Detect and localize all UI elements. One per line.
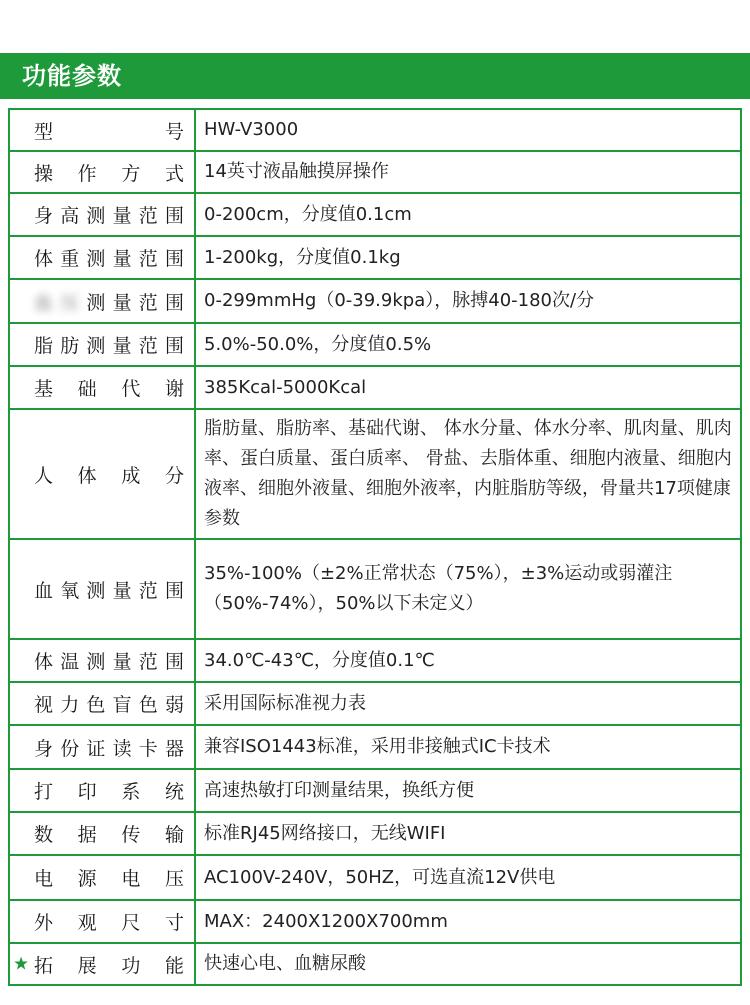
spec-label-char: 寸	[164, 912, 184, 934]
spec-label-char: 能	[164, 954, 184, 977]
spec-label-char: 盲	[112, 694, 132, 716]
spec-label-char: 身	[34, 737, 54, 760]
spec-label-char: 分	[164, 464, 184, 487]
spec-label-char: 观	[77, 912, 97, 934]
spec-label-char: 外	[34, 912, 54, 934]
spec-label-char: 色	[86, 694, 106, 716]
spec-label-char: 高	[60, 205, 80, 227]
spec-label-char: 量	[112, 335, 132, 357]
spec-label	[34, 374, 184, 401]
spec-label	[34, 647, 184, 674]
spec-label-char: 血	[34, 579, 54, 602]
spec-label-cell	[9, 109, 195, 151]
spec-value: 14英寸液晶触摸屏操作	[195, 151, 741, 193]
section-title: 功能参数	[22, 62, 122, 90]
spec-label-char: 围	[164, 205, 184, 227]
spec-label-char: 压	[60, 291, 80, 314]
spec-label-cell	[9, 943, 195, 985]
spec-label	[34, 159, 184, 186]
spec-label-char: 基	[34, 378, 54, 400]
spec-row	[9, 151, 741, 193]
spec-label-char: 型	[34, 120, 54, 143]
spec-label-char: 范	[138, 579, 158, 602]
spec-row	[9, 682, 741, 725]
spec-label	[34, 288, 184, 315]
spec-label	[34, 201, 184, 228]
spec-value: AC100V-240V，50HZ，可选直流12V供电	[195, 855, 741, 900]
spec-value: 34.0℃-43℃，分度值0.1℃	[195, 639, 741, 682]
spec-label-char: 操	[34, 162, 54, 185]
spec-label-char: 围	[164, 248, 184, 270]
spec-label-char: 范	[138, 651, 158, 673]
spec-label-char: 号	[164, 120, 184, 143]
spec-label-cell	[9, 409, 195, 539]
spec-value: 标准RJ45网络接口，无线WIFI	[195, 812, 741, 855]
spec-row	[9, 943, 741, 985]
spec-label-char: 电	[121, 868, 141, 890]
spec-label-cell	[9, 769, 195, 812]
spec-label-char: 代	[121, 378, 141, 400]
spec-label	[34, 908, 184, 935]
spec-label-char: 测	[86, 291, 106, 314]
spec-row	[9, 539, 741, 639]
spec-label-char: 身	[34, 205, 54, 227]
spec-row	[9, 366, 741, 409]
spec-row	[9, 900, 741, 943]
spec-label-char: 量	[112, 248, 132, 270]
spec-label-char: 方	[121, 162, 141, 185]
spec-value: 0-299mmHg（0-39.9kpa），脉搏40-180次/分	[195, 279, 741, 323]
spec-label-char: 数	[34, 824, 54, 846]
spec-label-char: 印	[77, 781, 97, 803]
spec-label-char: 围	[164, 579, 184, 602]
spec-label-char: 传	[121, 824, 141, 846]
spec-label-cell	[9, 539, 195, 639]
spec-row	[9, 236, 741, 279]
spec-table	[8, 108, 742, 986]
spec-label-char: 围	[164, 291, 184, 314]
spec-label-cell	[9, 323, 195, 366]
spec-row	[9, 855, 741, 900]
spec-label	[34, 820, 184, 847]
spec-label-char: 色	[138, 694, 158, 716]
spec-row	[9, 409, 741, 539]
spec-label-cell	[9, 900, 195, 943]
spec-label-char: 体	[77, 464, 97, 487]
spec-label	[34, 690, 184, 717]
spec-value: 快速心电、血糖尿酸	[195, 943, 741, 985]
spec-label-char: 据	[77, 824, 97, 846]
spec-label	[34, 244, 184, 271]
spec-row	[9, 109, 741, 151]
spec-label-char: 读	[112, 737, 132, 760]
spec-label-char: 围	[164, 335, 184, 357]
spec-label	[34, 331, 184, 358]
spec-label-char: 证	[86, 737, 106, 760]
spec-label-char: 测	[86, 335, 106, 357]
spec-label-cell	[9, 639, 195, 682]
spec-label	[34, 117, 184, 144]
spec-label	[34, 777, 184, 804]
spec-value: 采用国际标准视力表	[195, 682, 741, 725]
spec-label-cell	[9, 682, 195, 725]
spec-label-char: 作	[77, 162, 97, 185]
spec-value: 脂肪量、脂肪率、基础代谢、 体水分量、体水分率、肌肉量、肌肉率、蛋白质量、蛋白质率、 骨盐、去脂体重、细胞内液量、细胞内液率、细胞外液量、细胞外液率，内脏脂肪等级，骨量共17项健康参数	[195, 409, 741, 539]
spec-label-char: 脂	[34, 335, 54, 357]
spec-label	[34, 461, 184, 488]
spec-value: 兼容ISO1443标准，采用非接触式IC卡技术	[195, 725, 741, 769]
spec-label-char: 弱	[164, 694, 184, 716]
spec-label-cell	[9, 812, 195, 855]
spec-label-char: 力	[60, 694, 80, 716]
spec-label-char: 范	[138, 335, 158, 357]
spec-label	[34, 951, 184, 978]
spec-row	[9, 193, 741, 236]
spec-label-char: 电	[34, 868, 54, 890]
spec-label-char: 压	[164, 868, 184, 890]
spec-label-char: 体	[34, 248, 54, 270]
spec-label	[34, 576, 184, 603]
spec-label-char: 测	[86, 651, 106, 673]
spec-label-char: 打	[34, 781, 54, 803]
spec-value: MAX：2400X1200X700mm	[195, 900, 741, 943]
spec-value: 1-200kg，分度值0.1kg	[195, 236, 741, 279]
spec-label-char: 围	[164, 651, 184, 673]
spec-label-char: 血	[34, 291, 54, 314]
spec-label-char: 量	[112, 651, 132, 673]
spec-label-char: 输	[164, 824, 184, 846]
spec-label-char: 测	[86, 205, 106, 227]
spec-label-char: 展	[77, 954, 97, 977]
spec-value: HW-V3000	[195, 109, 741, 151]
spec-value: 高速热敏打印测量结果，换纸方便	[195, 769, 741, 812]
spec-label-cell	[9, 193, 195, 236]
spec-label-char: 范	[138, 205, 158, 227]
spec-value: 385Kcal-5000Kcal	[195, 366, 741, 409]
spec-row	[9, 812, 741, 855]
spec-label-char: 范	[138, 248, 158, 270]
spec-label-cell	[9, 725, 195, 769]
spec-label-char: 谢	[164, 378, 184, 400]
spec-label-char: 温	[60, 651, 80, 673]
spec-label-cell	[9, 855, 195, 900]
spec-row	[9, 323, 741, 366]
spec-row	[9, 639, 741, 682]
spec-label-cell	[9, 151, 195, 193]
spec-value: 5.0%-50.0%，分度值0.5%	[195, 323, 741, 366]
spec-label-char: 器	[164, 737, 184, 760]
spec-label-char: 础	[77, 378, 97, 400]
spec-label-char: 氧	[60, 579, 80, 602]
spec-label-char: 统	[164, 781, 184, 803]
spec-label-char: 卡	[138, 737, 158, 760]
spec-label-char: 拓	[34, 954, 54, 977]
spec-label-cell	[9, 279, 195, 323]
spec-label-char: 量	[112, 579, 132, 602]
spec-label-char: 重	[60, 248, 80, 270]
spec-value: 0-200cm，分度值0.1cm	[195, 193, 741, 236]
spec-label-cell	[9, 236, 195, 279]
spec-label-char: 范	[138, 291, 158, 314]
spec-label-char: 量	[112, 205, 132, 227]
section-header-bar	[0, 53, 750, 99]
spec-label-char: 人	[34, 464, 54, 487]
spec-label-char: 式	[164, 162, 184, 185]
spec-label-char: 肪	[60, 335, 80, 357]
spec-label-char: 份	[60, 737, 80, 760]
spec-label-char: 测	[86, 248, 106, 270]
spec-label-char: 尺	[121, 912, 141, 934]
spec-label-char: 体	[34, 651, 54, 673]
spec-label-char: 源	[77, 868, 97, 890]
spec-label-char: 功	[121, 954, 141, 977]
spec-label-cell	[9, 366, 195, 409]
spec-label	[34, 864, 184, 891]
spec-value: 35%-100%（±2%正常状态（75%），±3%运动或弱灌注（50%-74%），50%以下未定义）	[195, 539, 741, 639]
spec-label-char: 测	[86, 579, 106, 602]
spec-row	[9, 279, 741, 323]
spec-label	[34, 734, 184, 761]
spec-row	[9, 769, 741, 812]
spec-row	[9, 725, 741, 769]
star-icon: ★	[13, 953, 30, 975]
spec-label-char: 系	[121, 781, 141, 803]
spec-label-char: 量	[112, 291, 132, 314]
spec-label-char: 视	[34, 694, 54, 716]
spec-label-char: 成	[121, 464, 141, 487]
